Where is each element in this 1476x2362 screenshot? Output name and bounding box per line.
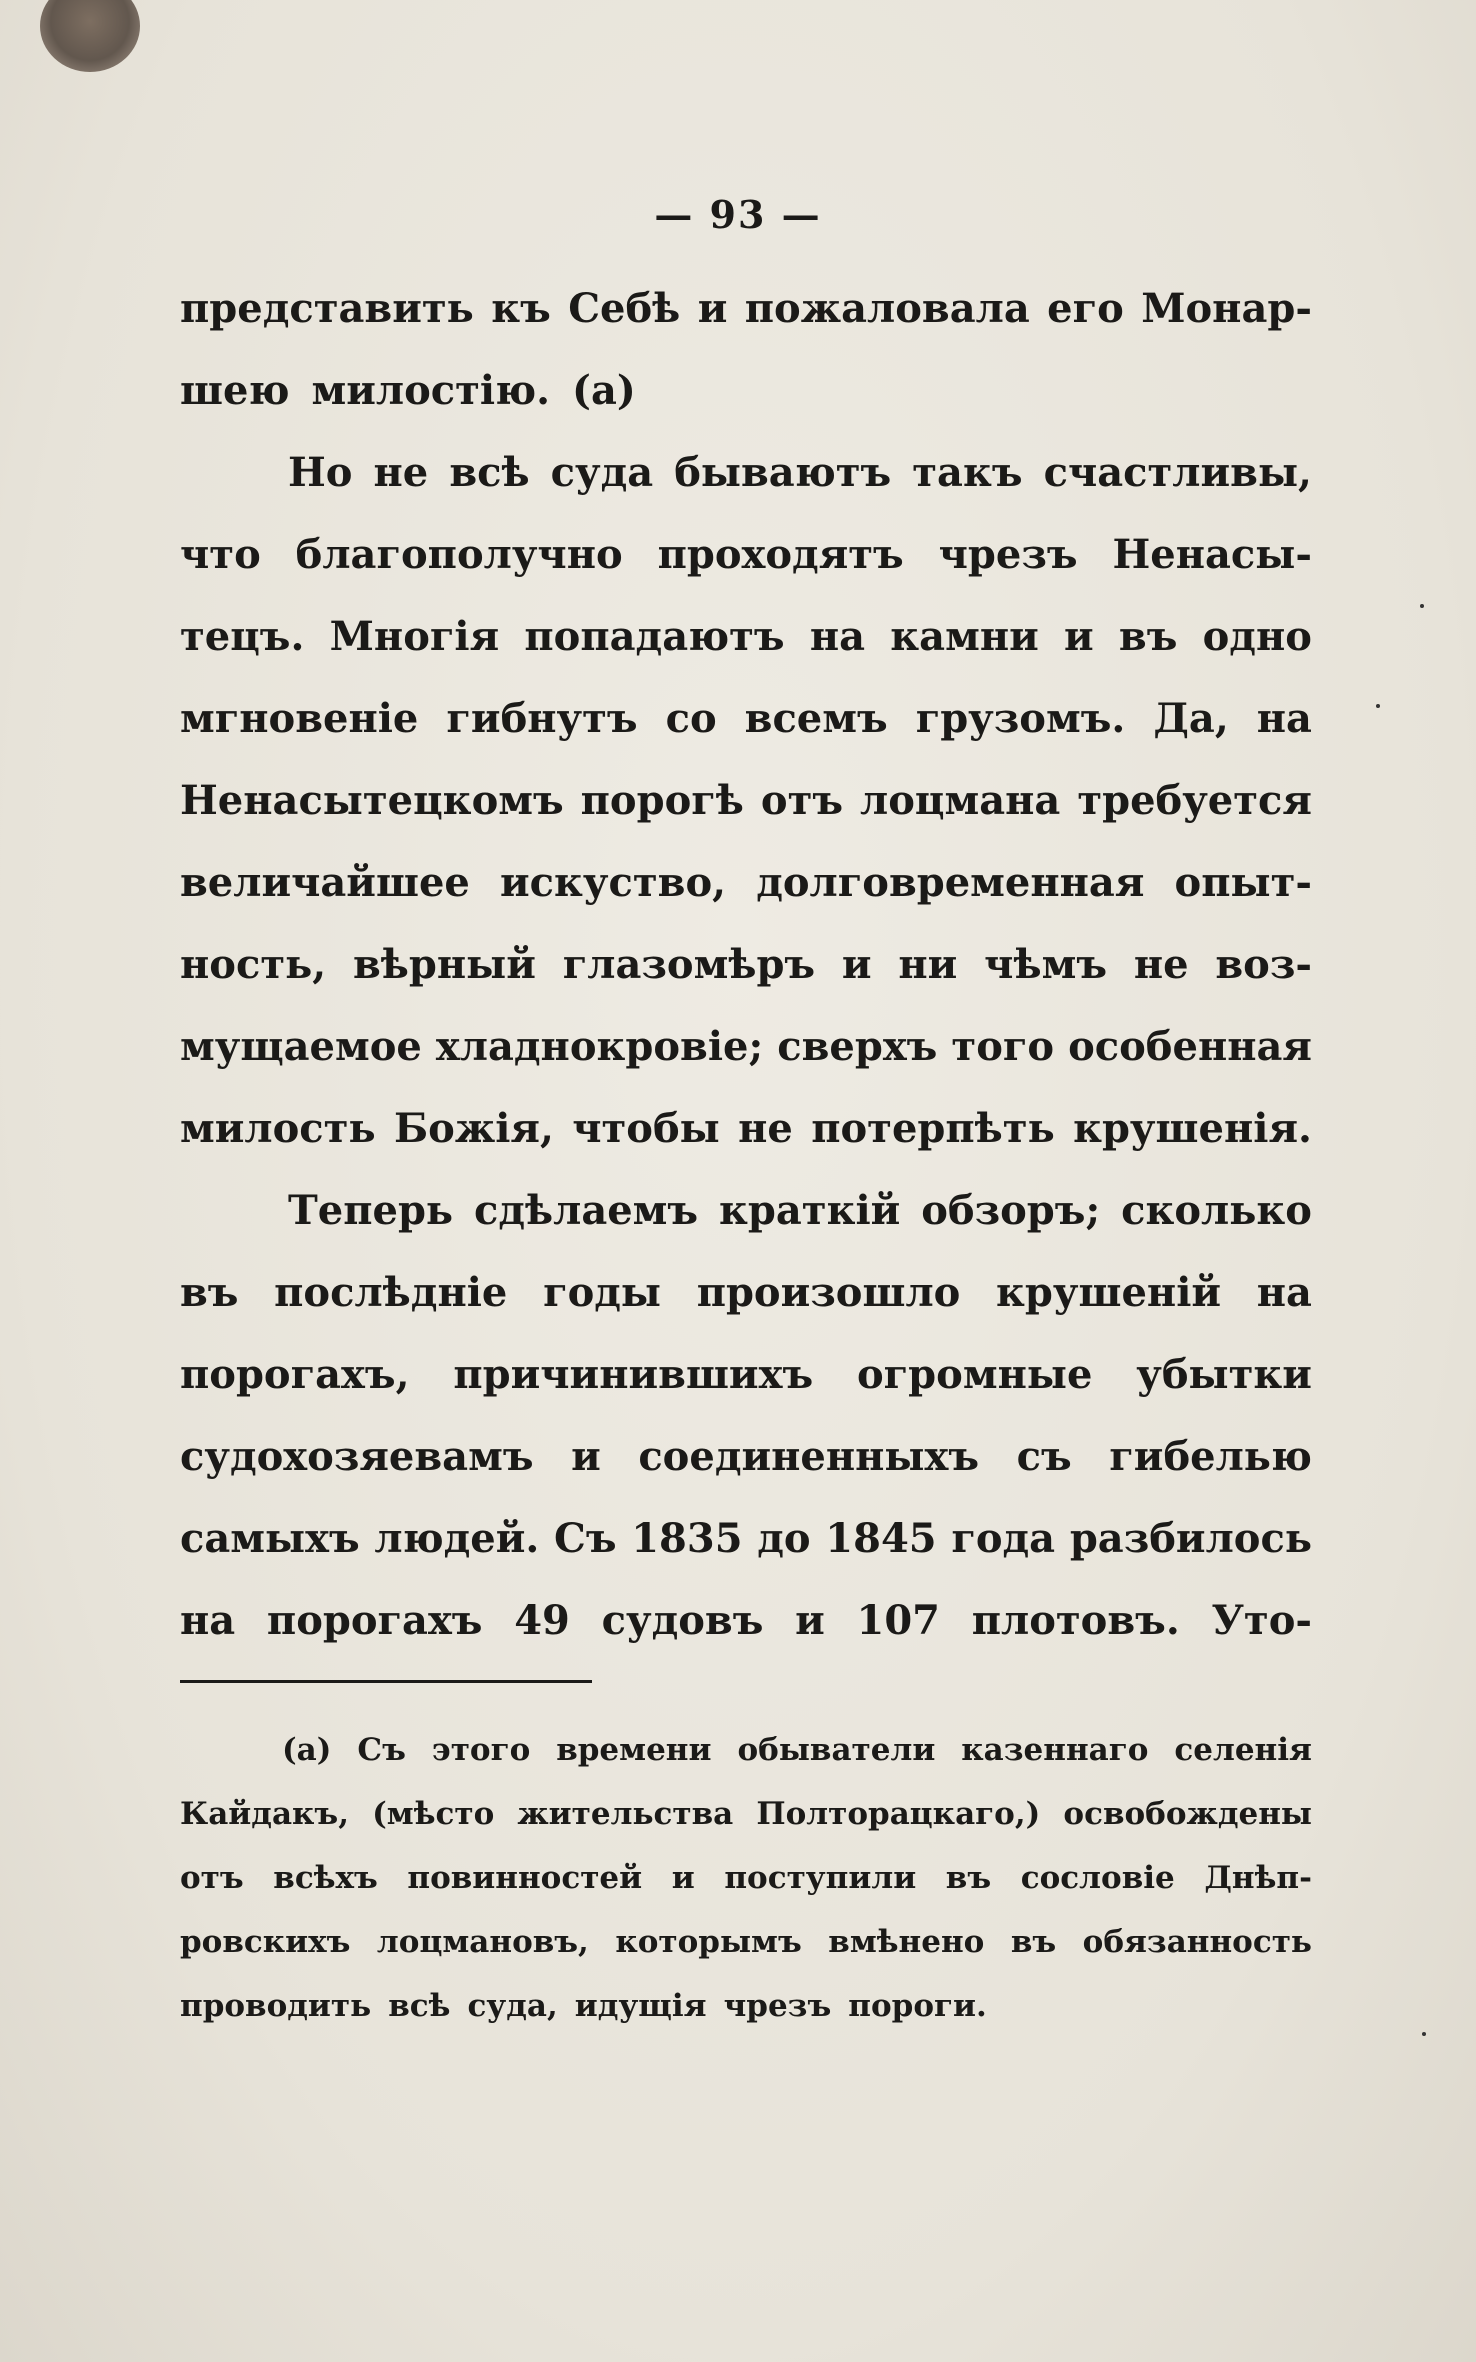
word: огромные <box>856 1351 1093 1398</box>
word: краткій <box>719 1187 901 1234</box>
word: къ <box>491 285 551 332</box>
footnote-line <box>180 1718 1312 1782</box>
word: счастливы, <box>1043 449 1312 496</box>
word: чрезъ <box>723 1988 832 2024</box>
word: искуство, <box>500 859 727 906</box>
word: крушенія. <box>1073 1105 1312 1152</box>
word: казеннаго <box>961 1732 1149 1768</box>
word: и <box>1064 613 1094 660</box>
word: суда, <box>467 1988 558 2024</box>
word: его <box>1047 285 1124 332</box>
word: Ненасы- <box>1112 531 1312 578</box>
word: разбилось <box>1069 1515 1312 1562</box>
word: и <box>697 285 728 332</box>
word: на <box>180 1597 236 1644</box>
text-line <box>180 514 1312 596</box>
word: всѣ <box>449 449 530 496</box>
word: ность, <box>180 941 327 988</box>
word: Съ <box>357 1732 406 1768</box>
word: лоцмана <box>860 777 1061 824</box>
word: въ <box>1118 613 1178 660</box>
word: обязанность <box>1082 1924 1312 1960</box>
word: ни <box>898 941 958 988</box>
word: на <box>1256 695 1312 742</box>
word: 1845 <box>825 1515 937 1562</box>
footnote-line <box>180 1910 1312 1974</box>
footnote-block <box>180 1718 1312 2038</box>
word: гибнутъ <box>446 695 638 742</box>
word: не <box>738 1105 793 1152</box>
text-line <box>180 596 1312 678</box>
word: поступили <box>724 1860 917 1896</box>
footnote-line <box>180 1846 1312 1910</box>
word: пороги. <box>848 1988 987 2024</box>
word: сдѣлаемъ <box>473 1187 699 1234</box>
main-text-block <box>180 268 1312 1662</box>
page-number: — 93 — <box>654 192 822 237</box>
word: (мѣсто <box>372 1796 495 1832</box>
word: Монар- <box>1141 285 1312 332</box>
word: которымъ <box>615 1924 802 1960</box>
word: года <box>951 1515 1056 1562</box>
footnote-line <box>180 1782 1312 1846</box>
footnote-separator <box>180 1680 592 1683</box>
word: тецъ. <box>180 613 305 660</box>
paper-speck <box>1422 2032 1426 2036</box>
word: съ <box>1016 1433 1072 1480</box>
word: селенія <box>1174 1732 1312 1768</box>
word: Да, <box>1153 695 1229 742</box>
paper-speck <box>1376 704 1380 708</box>
word: Полторацкаго,) <box>756 1796 1041 1832</box>
word: жительства <box>517 1796 734 1832</box>
word: соединенныхъ <box>638 1433 980 1480</box>
word: на <box>809 613 866 660</box>
ink-stain <box>40 0 140 72</box>
word: гибелью <box>1109 1433 1312 1480</box>
text-line <box>180 1252 1312 1334</box>
word: Кайдакъ, <box>180 1796 349 1832</box>
word: 1835 <box>631 1515 743 1562</box>
word: проводить <box>180 1988 372 2024</box>
word: камни <box>890 613 1039 660</box>
word: одно <box>1202 613 1312 660</box>
word: 49 <box>514 1597 570 1644</box>
word: глазомѣръ <box>562 941 816 988</box>
word: мущаемое <box>180 1023 422 1070</box>
word: порогахъ, <box>180 1351 410 1398</box>
word: плотовъ. <box>971 1597 1180 1644</box>
word: сколько <box>1121 1187 1312 1234</box>
word: вѣрный <box>352 941 536 988</box>
footnote-line <box>180 1974 1312 2038</box>
text-line <box>180 1170 1312 1252</box>
text-line <box>180 1416 1312 1498</box>
word: всѣхъ <box>273 1860 378 1896</box>
word: хладнокровіе; <box>435 1023 764 1070</box>
word: въ <box>180 1269 239 1316</box>
word: въ <box>945 1860 992 1896</box>
word: крушеній <box>996 1269 1222 1316</box>
word: представить <box>180 285 474 332</box>
word: бываютъ <box>674 449 892 496</box>
word: (a) <box>572 367 636 414</box>
word: не <box>1133 941 1189 988</box>
word: всемъ <box>744 695 888 742</box>
word: потерпѣть <box>811 1105 1055 1152</box>
word: всѣ <box>388 1988 451 2024</box>
word: на <box>1256 1269 1312 1316</box>
word: отъ <box>760 777 844 824</box>
word: вмѣнено <box>828 1924 985 1960</box>
word: чрезъ <box>938 531 1078 578</box>
word: суда <box>550 449 654 496</box>
text-line <box>180 842 1312 924</box>
word: отъ <box>180 1860 244 1896</box>
word: требуется <box>1077 777 1312 824</box>
text-line <box>180 1334 1312 1416</box>
paper-speck <box>1420 604 1424 608</box>
word: Многія <box>329 613 500 660</box>
word: повинностей <box>407 1860 643 1896</box>
word: убытки <box>1136 1351 1312 1398</box>
text-line <box>180 1580 1312 1662</box>
word: мгновеніе <box>180 695 419 742</box>
word: идущія <box>574 1988 707 2024</box>
word: времени <box>556 1732 712 1768</box>
word: особенная <box>1068 1023 1312 1070</box>
word: судохозяевамъ <box>180 1433 534 1480</box>
word: Божія, <box>393 1105 554 1152</box>
word: обыватели <box>737 1732 936 1768</box>
word: причинившихъ <box>453 1351 814 1398</box>
word: Уто- <box>1211 1597 1312 1644</box>
word: и <box>841 941 872 988</box>
word: опыт- <box>1174 859 1312 906</box>
word: благополучно <box>295 531 623 578</box>
word: и <box>795 1597 825 1644</box>
word: такъ <box>912 449 1023 496</box>
word: проходятъ <box>657 531 904 578</box>
word: Ненасытецкомъ <box>180 777 564 824</box>
text-line <box>180 268 1312 350</box>
word: что <box>180 531 261 578</box>
text-line <box>180 1088 1312 1170</box>
word: Днѣп- <box>1204 1860 1312 1896</box>
text-line <box>180 760 1312 842</box>
word: Теперь <box>288 1187 454 1234</box>
word: произошло <box>696 1269 961 1316</box>
word: сословіе <box>1020 1860 1175 1896</box>
word: сверхъ <box>777 1023 938 1070</box>
word: лоцмановъ, <box>376 1924 589 1960</box>
word: въ <box>1010 1924 1057 1960</box>
word: и <box>671 1860 695 1896</box>
word: ровскихъ <box>180 1924 351 1960</box>
word: обзоръ; <box>921 1187 1101 1234</box>
word: чтобы <box>572 1105 720 1152</box>
text-line <box>180 350 1312 432</box>
word: величайшее <box>180 859 470 906</box>
word: 107 <box>856 1597 940 1644</box>
word: людей. <box>374 1515 540 1562</box>
word: попадаютъ <box>524 613 785 660</box>
word: воз- <box>1215 941 1312 988</box>
word: послѣдніе <box>274 1269 508 1316</box>
word: Съ <box>553 1515 617 1562</box>
word: грузомъ. <box>915 695 1126 742</box>
word: чѣмъ <box>984 941 1108 988</box>
text-line <box>180 1498 1312 1580</box>
word: пожаловала <box>744 285 1030 332</box>
word: милостію. <box>311 367 551 414</box>
word: милость <box>180 1105 376 1152</box>
word: освобождены <box>1063 1796 1312 1832</box>
word: Себѣ <box>568 285 681 332</box>
word: (a) <box>282 1732 332 1768</box>
word: со <box>665 695 717 742</box>
word: шею <box>180 367 290 414</box>
word: самыхъ <box>180 1515 360 1562</box>
word: этого <box>431 1732 531 1768</box>
text-line <box>180 1006 1312 1088</box>
text-line <box>180 678 1312 760</box>
word: не <box>373 449 429 496</box>
text-line <box>180 924 1312 1006</box>
word: до <box>757 1515 811 1562</box>
word: порогѣ <box>580 777 744 824</box>
word: долговременная <box>756 859 1145 906</box>
word: и <box>571 1433 601 1480</box>
word: Но <box>288 449 353 496</box>
word: того <box>951 1023 1055 1070</box>
text-line <box>180 432 1312 514</box>
word: годы <box>543 1269 662 1316</box>
word: судовъ <box>601 1597 764 1644</box>
word: порогахъ <box>266 1597 483 1644</box>
